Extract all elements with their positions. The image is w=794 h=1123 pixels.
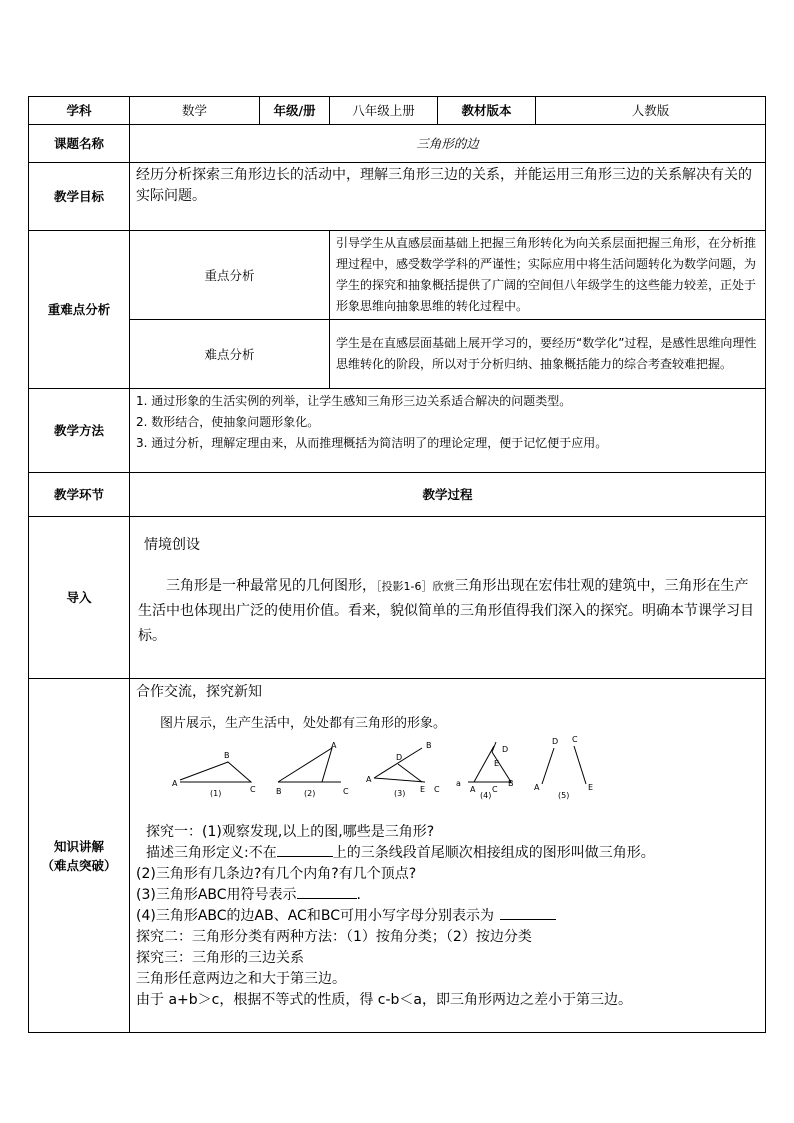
svg-text:C: C [572, 735, 578, 744]
figure-3 [366, 741, 440, 798]
svg-text:a: a [456, 779, 461, 788]
svg-text:C: C [250, 785, 256, 794]
blank-2 [297, 886, 357, 899]
svg-text:(3): (3) [394, 789, 406, 798]
goals-row [29, 163, 766, 231]
analysis-label: 重难点分析 [29, 231, 130, 389]
methods-list [130, 389, 765, 456]
svg-text:B: B [276, 787, 282, 796]
intro-row [29, 517, 766, 679]
svg-text:(4): (4) [480, 791, 492, 800]
question-6: 探究三：三角形的三边关系 [136, 950, 304, 966]
svg-text:D: D [552, 737, 559, 746]
svg-text:A: A [366, 775, 372, 784]
hard-analysis-label: 难点分析 [130, 320, 330, 389]
hard-analysis-row [29, 320, 766, 389]
intro-text: 三角形是一种最常见的几何图形，［投影1-6］欣赏三角形出现在宏伟壮观的建筑中，三角形在生产生活中也体现出广泛的使用价值。看来，貌似简单的三角形值得我们深入的探究。明确本节课学习目标。 [138, 578, 754, 644]
svg-text:C: C [492, 785, 498, 794]
svg-text:A: A [172, 779, 178, 788]
svg-text:B: B [426, 741, 432, 750]
svg-text:E: E [588, 783, 594, 792]
svg-text:D: D [396, 753, 403, 762]
knowledge-label: 知识讲解 （难点突破） [29, 679, 130, 1033]
question-3: (3)三角形ABC用符号表示 . [136, 887, 361, 903]
lesson-row [29, 125, 766, 163]
method-item: 2. 数形结合，使抽象问题形象化。 [136, 415, 320, 429]
lesson-plan-table [28, 96, 766, 1033]
knowledge-intro: 图片展示，生产生活中，处处都有三角形的形象。 [160, 716, 447, 731]
question-7: 三角形任意两边之和大于第三边。 [136, 971, 346, 987]
triangle-figures [166, 735, 646, 822]
key-analysis-row [29, 231, 766, 320]
intro-heading: 情境创设 [144, 537, 200, 553]
process-label: 教学环节 [29, 473, 130, 517]
svg-text:C: C [343, 787, 349, 796]
header-row [29, 97, 766, 125]
process-value: 教学过程 [130, 473, 766, 517]
knowledge-heading: 合作交流，探究新知 [136, 684, 262, 700]
goals-label: 教学目标 [29, 163, 130, 231]
question-4: (4)三角形ABC的边AB、AC和BC可用小写字母分别表示为 [136, 906, 759, 927]
svg-text:E: E [494, 759, 500, 768]
lesson-title: 三角形的边 [130, 125, 766, 163]
question-8: 由于 a+b＞c，根据不等式的性质，得 c-b＜a，即三角形两边之差小于第三边。 [136, 992, 633, 1008]
key-analysis-text: 引导学生从直感层面基础上把握三角形转化为向关系层面把握三角形，在分析推理过程中，感受数学学科的严谨性；实际应用中将生活问题转化为数学问题，为学生的探究和抽象概括提供了广阔的空间但八年级学生的这些能力较差，正处于形象思维向抽象思维的转化过程中。 [336, 236, 757, 313]
grade-label: 年级/册 [260, 97, 330, 125]
question-1: 探究一：(1)观察发现,以上的图,哪些是三角形? [146, 824, 435, 840]
subject-label: 学科 [29, 97, 130, 125]
knowledge-row [29, 679, 766, 1033]
svg-text:B: B [224, 751, 230, 760]
figure-2 [276, 741, 349, 798]
methods-label: 教学方法 [29, 389, 130, 473]
projection-ref: ［投影1-6］欣赏 [376, 580, 455, 593]
svg-text:D: D [502, 745, 509, 754]
svg-text:E: E [420, 785, 426, 794]
figure-4 [456, 742, 514, 800]
blank-3 [500, 907, 556, 920]
key-analysis-label: 重点分析 [130, 231, 330, 320]
lesson-label: 课题名称 [29, 125, 130, 163]
methods-row [29, 389, 766, 473]
method-item: 3. 通过分析，理解定理由来，从而推理概括为简洁明了的理论定理，便于记忆便于应用。 [136, 436, 608, 450]
figure-1 [172, 751, 256, 798]
subject-value: 数学 [130, 97, 260, 125]
edition-label: 教材版本 [438, 97, 536, 125]
svg-text:(2): (2) [304, 789, 316, 798]
blank-1 [277, 844, 333, 857]
figure-5 [534, 735, 593, 800]
question-2: (2)三角形有几条边?有几个内角?有几个顶点? [136, 866, 417, 882]
edition-value: 人教版 [536, 97, 766, 125]
svg-text:C: C [434, 785, 440, 794]
goals-text: 经历分析探索三角形边长的活动中，理解三角形三边的关系，并能运用三角形三边的关系解决有关的实际问题。 [136, 167, 752, 204]
svg-text:B: B [508, 779, 514, 788]
hard-analysis-text: 学生是在直感层面基础上展开学习的，要经历“数学化”过程，是感性思维向理性思维转化的阶段，所以对于分析归纳、抽象概括能力的综合考查较难把握。 [336, 336, 757, 371]
svg-text:A: A [470, 785, 476, 794]
svg-text:A: A [331, 741, 337, 750]
svg-text:(5): (5) [558, 791, 570, 800]
method-item: 1. 通过形象的生活实例的列举，让学生感知三角形三边关系适合解决的问题类型。 [136, 394, 572, 408]
question-5: 探究二：三角形分类有两种方法：（1）按角分类；（2）按边分类 [136, 929, 532, 945]
question-1b: 描述三角形定义:不在 上的三条线段首尾顺次相接组成的图形叫做三角形。 [146, 845, 655, 861]
svg-text:A: A [534, 783, 540, 792]
intro-label: 导入 [29, 517, 130, 679]
process-header-row [29, 473, 766, 517]
grade-value: 八年级上册 [330, 97, 438, 125]
svg-text:(1): (1) [210, 789, 222, 798]
